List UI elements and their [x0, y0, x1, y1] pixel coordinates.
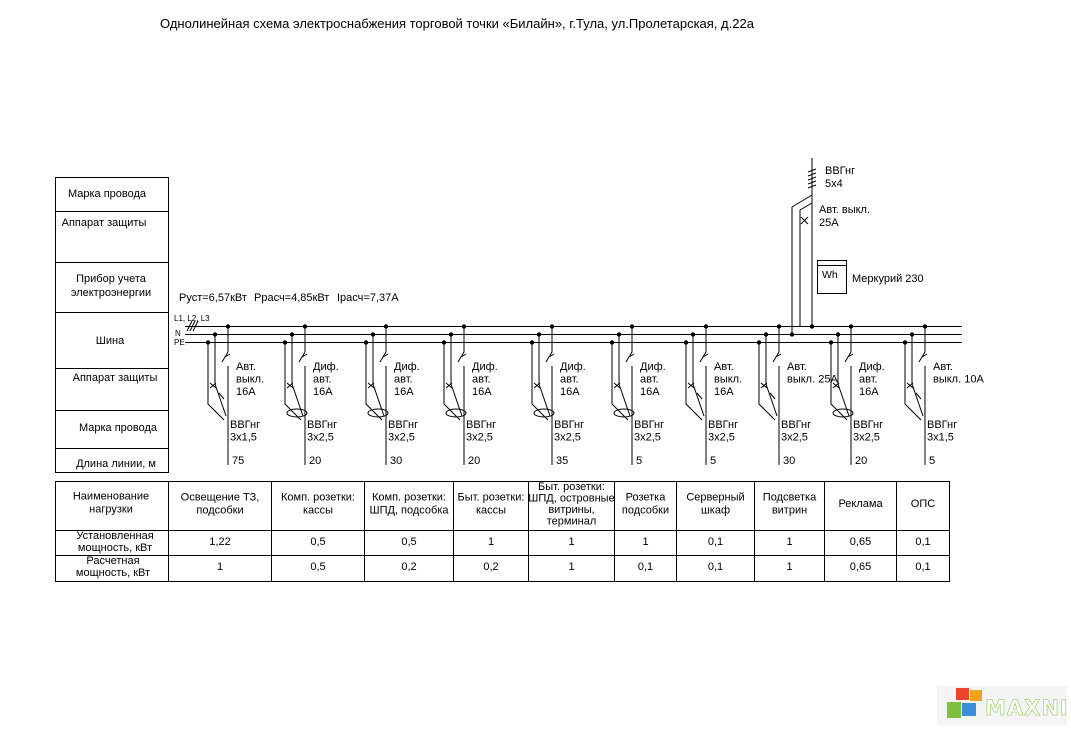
- feeder-device-label: 16А: [640, 386, 660, 398]
- table-installed-value: 0,5: [401, 536, 417, 548]
- table-installed-value: 0,5: [310, 536, 326, 548]
- feeder-10-labels: [927, 361, 984, 467]
- feeder-wire-label: 3х2,5: [781, 431, 808, 444]
- feeder-5: [530, 324, 586, 467]
- table-calculated-value: 1: [568, 561, 575, 573]
- input-cable-1: ВВГнг: [825, 165, 856, 177]
- feeder-device-label: Диф.: [394, 361, 420, 373]
- feeder-device-label: Авт.: [933, 361, 953, 373]
- table-calculated-value: 1: [786, 561, 793, 573]
- feeder-device-label: 16А: [394, 386, 414, 398]
- label-length: Длина линии, м: [76, 458, 156, 470]
- feeder-length-label: 5: [636, 455, 643, 467]
- feeder-device-label: Авт.: [714, 361, 734, 373]
- table-load-name: шкаф: [700, 504, 731, 517]
- table-load-name: Быт. розетки:: [457, 491, 525, 504]
- table-installed-value: 1: [786, 536, 793, 548]
- feeders: [206, 324, 985, 467]
- feeder-length-label: 20: [855, 455, 868, 467]
- feeder-wire-label: ВВГнг: [466, 419, 497, 431]
- meter-symbol: Wh: [822, 269, 838, 281]
- table-installed-value: 0,1: [915, 536, 931, 548]
- feeder-3: [364, 324, 420, 467]
- feeder-device-label: выкл.: [714, 373, 743, 386]
- bus-label-l123: L1, L2, L3: [174, 314, 210, 323]
- feeder-device-label: авт.: [472, 373, 491, 386]
- feeder-device-label: авт.: [394, 373, 413, 386]
- feeder-wire-label: 3х2,5: [708, 431, 735, 444]
- label-wire: Марка провода: [78, 422, 158, 434]
- feeder-length-label: 75: [232, 455, 245, 467]
- left-labels: [62, 188, 158, 470]
- table-load-name: кассы: [475, 504, 507, 517]
- feeder-9-labels: [853, 361, 885, 467]
- feeder-device-label: авт.: [859, 373, 878, 386]
- table-load-name: витрины,: [548, 503, 595, 516]
- table-load-name: витрин: [771, 504, 808, 517]
- table-installed-value: 1: [642, 536, 649, 548]
- feeder-8-labels: [781, 361, 838, 467]
- feeder-device-label: Диф.: [859, 361, 885, 373]
- feeder-6: [610, 324, 666, 467]
- table-load-name: Серверный: [686, 491, 745, 504]
- bus-label-n: N: [175, 329, 181, 338]
- table-calculated-value: 0,2: [483, 561, 499, 573]
- feeder-device-label: Диф.: [472, 361, 498, 373]
- feeder-device-label: авт.: [560, 373, 579, 386]
- table-load-name: ШПД, островные: [528, 492, 615, 505]
- feeder-device-label: 16А: [236, 386, 256, 398]
- total-calculated-power: Ррасч=4,85кВт: [254, 292, 330, 304]
- feeder-wire-label: ВВГнг: [927, 419, 958, 431]
- label-bus: Шина: [95, 335, 125, 347]
- input-cable-2: 5х4: [825, 178, 843, 190]
- table-load-name: Комп. розетки:: [372, 491, 446, 504]
- feeder-9: [829, 324, 885, 467]
- input-breaker-1: Авт. выкл.: [819, 204, 871, 216]
- feeder-device-label: Диф.: [640, 361, 666, 373]
- diagram-title: Однолинейная схема электроснабжения торговой точки «Билайн», г.Тула, ул.Пролетарская, д.22а: [160, 16, 754, 31]
- table-calculated-value: 0,1: [707, 561, 724, 573]
- table-load-name: терминал: [546, 515, 597, 528]
- table-calculated-value: 0,1: [637, 561, 654, 573]
- feeder-1: [206, 324, 264, 467]
- table-load-name: Освещение ТЗ,: [180, 491, 260, 504]
- table-installed-value: 1: [487, 536, 495, 548]
- feeder-7: [684, 324, 742, 467]
- table-installed-value: 0,65: [849, 536, 872, 548]
- feeder-length-label: 20: [309, 455, 322, 467]
- feeder-length-label: 30: [783, 455, 796, 467]
- table-calculated-value: 0,65: [849, 561, 872, 573]
- table-installed-value: 1: [568, 536, 575, 548]
- table-installed-value: 1,22: [209, 536, 231, 548]
- table-load-name: Реклама: [838, 498, 883, 510]
- feeder-device-label: 16А: [560, 386, 580, 398]
- feeder-length-label: 5: [710, 455, 717, 467]
- feeder-device-label: авт.: [313, 373, 332, 386]
- feeder-2: [283, 324, 339, 467]
- label-meter-2: электроэнергии: [70, 287, 152, 299]
- feeder-device-label: 16А: [313, 386, 333, 398]
- feeder-wire-label: ВВГнг: [554, 419, 585, 431]
- feeder-4-labels: [466, 361, 498, 467]
- feeder-length-label: 30: [390, 455, 403, 467]
- label-wire-top: Марка провода: [67, 188, 147, 200]
- feeder-6-labels: [634, 361, 666, 467]
- feeder-wire-label: ВВГнг: [388, 419, 419, 431]
- load-table: [73, 481, 935, 579]
- table-load-name: Быт. розетки:: [538, 480, 605, 493]
- feeder-10: [903, 324, 985, 467]
- table-load-name: кассы: [302, 504, 334, 517]
- label-meter-1: Прибор учета: [76, 273, 146, 285]
- total-calculated-current: Iрасч=7,37А: [337, 292, 399, 304]
- totals: [179, 292, 399, 304]
- label-protection: Аппарат защиты: [72, 372, 158, 384]
- table-calculated-value: 0,2: [401, 561, 417, 573]
- feeder-length-label: 20: [468, 455, 481, 467]
- feeder-device-label: выкл. 10А: [933, 373, 984, 386]
- feeder-device-label: выкл.: [236, 373, 265, 386]
- feeder-device-label: 16А: [859, 386, 879, 398]
- bus-label-pe: PE: [174, 338, 185, 347]
- feeder-device-label: выкл. 25А: [787, 373, 838, 386]
- input-breaker-2: 25А: [819, 217, 839, 229]
- table-load-name: ШПД, подсобка: [369, 504, 449, 517]
- watermark-text: MAXNI: [985, 696, 1069, 720]
- feeder-device-label: Диф.: [560, 361, 586, 373]
- table-header-load-name: нагрузки: [89, 503, 133, 516]
- feeder-wire-label: ВВГнг: [307, 419, 338, 431]
- feeder-7-labels: [708, 361, 742, 467]
- feeder-device-label: Авт.: [236, 361, 256, 373]
- table-calculated-value: 0,1: [915, 561, 931, 573]
- feeder-device-label: авт.: [640, 373, 659, 386]
- feeder-length-label: 35: [556, 455, 569, 467]
- feeder-4: [442, 324, 498, 467]
- feeder-wire-label: ВВГнг: [853, 419, 884, 431]
- feeder-wire-label: 3х2,5: [554, 431, 581, 444]
- table-load-name: Комп. розетки:: [281, 491, 355, 504]
- feeder-wire-label: 3х2,5: [853, 431, 880, 444]
- feeder-3-labels: [388, 361, 420, 467]
- bus-bars: [185, 321, 962, 343]
- feeder-device-label: Диф.: [313, 361, 339, 373]
- feeder-wire-label: 3х2,5: [466, 431, 493, 444]
- table-load-name: подсобки: [196, 504, 244, 517]
- table-load-name: ОПС: [910, 498, 936, 510]
- input-labels: [819, 165, 924, 285]
- table-header-calculated: мощность, кВт: [75, 567, 151, 579]
- feeder-wire-label: ВВГнг: [781, 419, 812, 431]
- table-load-name: подсобки: [621, 504, 670, 517]
- meter-name: Меркурий 230: [852, 273, 924, 285]
- feeder-5-labels: [554, 361, 586, 467]
- feeder-device-label: 16А: [472, 386, 492, 398]
- feeder-wire-label: 3х1,5: [230, 431, 257, 444]
- label-protection-top: Аппарат защиты: [61, 217, 147, 229]
- feeder-wire-label: 3х2,5: [634, 431, 661, 444]
- table-installed-value: 0,1: [707, 536, 724, 548]
- maxni-watermark: [937, 686, 1069, 725]
- feeder-device-label: 16А: [714, 386, 734, 398]
- feeder-wire-label: 3х2,5: [388, 431, 415, 444]
- table-calculated-value: 0,5: [310, 561, 326, 573]
- feeder-device-label: Авт.: [787, 361, 807, 373]
- feeder-wire-label: 3х2,5: [307, 431, 334, 444]
- total-installed-power: Руст=6,57кВт: [179, 292, 247, 304]
- table-calculated-value: 1: [216, 561, 224, 573]
- table-header-load-name: Наименование: [72, 490, 150, 503]
- feeder-wire-label: 3х1,5: [927, 431, 954, 444]
- table-load-name: Розетка: [625, 491, 666, 504]
- table-header-calculated: Расчетная: [86, 555, 140, 567]
- feeder-1-labels: [230, 361, 264, 467]
- feeder-wire-label: ВВГнг: [230, 419, 261, 431]
- feeder-length-label: 5: [929, 455, 936, 467]
- feeder-wire-label: ВВГнг: [708, 419, 739, 431]
- feeder-2-labels: [307, 361, 339, 467]
- table-header-installed: Установленная: [76, 530, 154, 542]
- table-load-name: Подсветка: [762, 491, 817, 504]
- feeder-8: [757, 324, 839, 467]
- table-header-installed: мощность, кВт: [77, 542, 153, 554]
- feeder-wire-label: ВВГнг: [634, 419, 665, 431]
